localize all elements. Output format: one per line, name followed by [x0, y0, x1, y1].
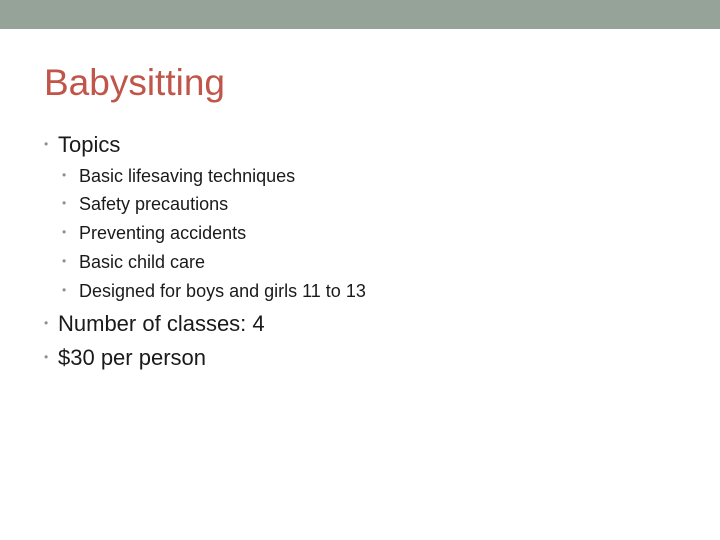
sub-bullet-text: Safety precautions [79, 194, 229, 214]
top-accent-bar [0, 0, 720, 29]
bullet-icon: • [62, 196, 67, 211]
bullet-icon: • [44, 137, 49, 152]
bullet-text: Topics [58, 132, 121, 157]
bullet-text: $30 per person [58, 345, 206, 370]
sub-bullet-item [62, 279, 366, 304]
sub-bullet-text: Preventing accidents [79, 223, 247, 243]
sub-bullet-text: Basic lifesaving techniques [79, 166, 296, 186]
sub-bullet-item [62, 250, 205, 275]
bullet-icon: • [62, 168, 67, 183]
sub-bullet-item [62, 221, 246, 246]
bullet-item-topics [44, 131, 120, 160]
sub-bullet-text: Designed for boys and girls 11 to 13 [79, 281, 366, 301]
bullet-icon: • [44, 350, 49, 365]
bullet-icon: • [62, 254, 67, 269]
bullet-text: Number of classes: 4 [58, 311, 265, 336]
bullet-item-classes [44, 310, 265, 339]
slide-title: Babysitting [44, 62, 225, 103]
bullet-item-price [44, 344, 206, 373]
sub-bullet-text: Basic child care [79, 252, 206, 272]
bullet-icon: • [44, 316, 49, 331]
bullet-icon: • [62, 283, 67, 298]
bullet-icon: • [62, 225, 67, 240]
sub-bullet-item [62, 164, 295, 189]
sub-bullet-item [62, 192, 228, 217]
